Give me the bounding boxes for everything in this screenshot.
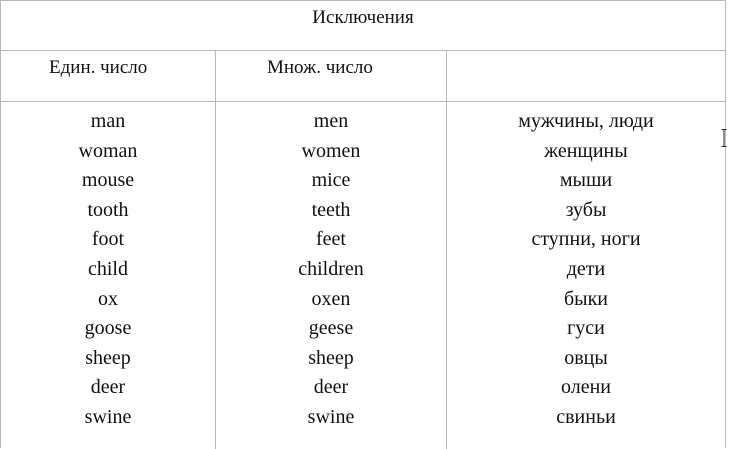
header-cell-plural	[215, 51, 446, 101]
singular-word: swine	[84, 405, 132, 428]
plural-word: sheep	[308, 346, 354, 369]
singular-word: sheep	[85, 346, 131, 369]
plural-word: feet	[316, 228, 346, 251]
plural-word: men	[313, 110, 349, 132]
singular-word: mouse	[81, 169, 135, 192]
plural-word: deer	[313, 376, 349, 399]
translation-word: ступни, ноги	[531, 228, 641, 251]
header-plural: Множ. число	[267, 57, 373, 78]
table-title: Исключения	[312, 7, 414, 28]
translation-word: гуси	[567, 317, 605, 340]
singular-word: tooth	[87, 198, 129, 221]
plural-word: children	[298, 257, 364, 280]
translation-word: мыши	[559, 169, 613, 192]
translation-word: дети	[566, 257, 606, 280]
header-cell-singular	[1, 51, 215, 101]
translation-word: быки	[563, 287, 609, 310]
translation-word: олени	[561, 376, 611, 399]
translation-word: свиньи	[556, 405, 616, 428]
plural-word: oxen	[311, 287, 351, 310]
column-singular	[1, 102, 215, 449]
singular-word: woman	[78, 139, 138, 162]
plural-word: geese	[308, 317, 354, 340]
translation-word: женщины	[544, 139, 628, 162]
header-cell-translation	[446, 51, 725, 101]
translation-word: мужчины, люди	[518, 110, 654, 132]
column-plural	[215, 102, 446, 449]
translation-word: овцы	[564, 346, 608, 369]
plural-word: teeth	[311, 198, 351, 221]
singular-word: goose	[84, 317, 132, 340]
singular-word: deer	[90, 376, 126, 399]
singular-word: child	[88, 257, 128, 280]
singular-word: ox	[98, 287, 118, 310]
translation-word: зубы	[565, 198, 607, 221]
text-cursor-icon	[721, 128, 727, 148]
table-body-row	[1, 102, 725, 449]
table-header-row	[1, 51, 725, 102]
plural-word: swine	[307, 405, 355, 428]
singular-word: foot	[91, 228, 125, 251]
singular-word: man	[90, 110, 126, 132]
column-translation	[446, 102, 725, 449]
plural-word: women	[301, 139, 361, 162]
header-singular: Един. число	[49, 57, 148, 78]
plural-word: mice	[311, 169, 351, 192]
table-title-row	[1, 1, 725, 51]
